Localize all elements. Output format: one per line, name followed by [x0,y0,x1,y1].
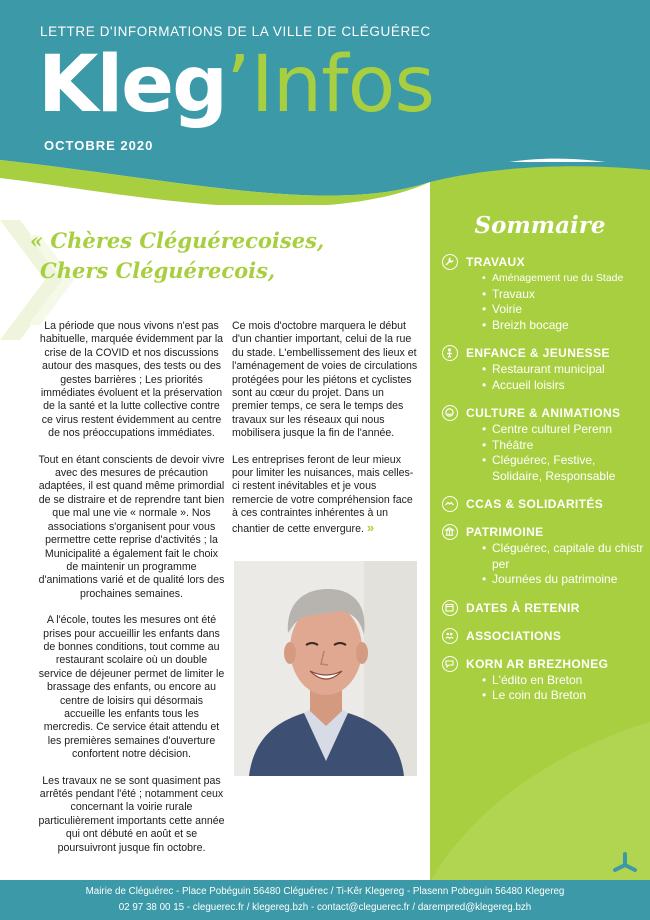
toc-title: TRAVAUX [466,255,526,269]
hands-icon [442,496,458,512]
footer-contact[interactable]: 02 97 38 00 15 - cleguerec.fr / klegereg.bzh - contact@cleguerec.fr / darempred@klegereg.bzh [118,902,532,913]
toc-item[interactable]: • Restaurant municipal [482,362,647,378]
newsletter-subtitle: LETTRE D'INFORMATIONS DE LA VILLE DE CLÉGUÉREC [40,24,431,39]
toc-title: KORN AR BREZHONEG [466,656,609,671]
logo-apostrophe: ’ [225,40,251,130]
toc-item[interactable]: • Voirie [482,302,647,318]
paragraph: Tout en étant conscients de devoir vivre avec des mesures de précaution adaptées, il est quand même primordial de se distraire et de reprendre tant bien que mal une vie « normale ». Nos associations s'organisent pour vous permettre cette reprise d'activités ; la Municipalité a également fait le choix de maintenir un programme d'animations varié et de qualité lors des prochaines semaines. [38,453,225,600]
footer-address: Mairie de Cléguérec - Place Pobéguin 56480 Cléguérec / Ti-Kêr Klegereg - Plasenn Pobeguin 56480 Klegereg [85,886,565,897]
toc-title: CULTURE & ANIMATIONS [466,406,621,420]
toc-item[interactable]: • Travaux [482,287,647,303]
article-column-2 [232,320,418,549]
toc-title: ASSOCIATIONS [466,628,562,643]
paragraph: Ce mois d'octobre marquera le début d'un chantier important, celui de la rue du stade. L'embellissement des lieux et l'aménagement de voies de circulations protégées pour les piétons et cyclistes sont au cœur du projet. Dans un premier temps, ce sera le temps des travaux sur les réseaux qui nous mobilisera jusque la fin de l'année. [232,320,418,440]
toc-section-culture[interactable] [442,405,647,484]
toc-section-ccas[interactable] [442,496,647,512]
toc-item[interactable]: • Théâtre [482,438,647,454]
paragraph: La période que nous vivons n'est pas habituelle, marquée évidemment par la crise de la COVID et nos discussions autour des masques, des tests ou des gestes barrières ; Les priorités immédiates évoluent et la préservation de la santé et la lutte collective contre ce virus restent évidemment au centre de nos préoccupations immédiates. [39,320,224,440]
toc-title: CCAS & SOLIDARITÉS [466,497,604,511]
sommaire-sidebar [430,162,650,880]
toc-section-patrimoine[interactable] [442,524,647,588]
paragraph: Les travaux ne se sont quasiment pas arrêtés pendant l'été ; notamment ceux concernant la voirie rurale particulièrement importants cette année qui ont débuté en août et se poursuivront jusque fin octobre. [38,774,225,854]
paragraph: A l'école, toutes les mesures ont été prises pour accueillir les enfants dans de bonnes conditions, tout comme au restaurant scolaire où un double service de déjeuner permet de limiter le brassage des enfants, ou encore au centre de loisirs qui désormais accueille les enfants tous les mercredis. Ce service était attendu et les premières semaines d'ouverture confortent notre décision. [38,614,225,761]
footer-bar [0,880,650,920]
toc-item[interactable]: • Journées du patrimoine [482,572,647,588]
toc-item[interactable]: • Centre culturel Perenn [482,422,647,438]
monument-icon [442,524,458,540]
wrench-icon [442,254,458,270]
toc-section-associations[interactable] [442,628,647,644]
toc-item[interactable]: • Aménagement rue du Stade [482,271,647,287]
toc-title: ENFANCE & JEUNESSE [466,346,610,360]
toc-item[interactable]: • Accueil loisirs [482,378,647,394]
intro-line-2: Chers Cléguérecois, [40,258,276,283]
flower-icon [610,852,640,878]
intro-heading [30,226,324,286]
theater-icon [442,405,458,421]
logo-kleg-text: Kleg [38,40,226,130]
logo-infos-text: Infos [250,40,434,130]
speech-icon [442,656,458,672]
calendar-icon [442,600,458,616]
toc-section-enfance[interactable] [442,345,647,393]
portrait-illustration [234,561,417,776]
article-column-1 [38,320,225,868]
toc-item[interactable]: • Breizh bocage [482,318,647,334]
toc-section-travaux[interactable] [442,254,647,333]
toc-section-dates[interactable] [442,600,647,616]
table-of-contents [442,254,647,716]
toc-title: DATES À RETENIR [466,600,580,615]
mayor-portrait-photo [234,561,417,776]
sommaire-title: Sommaire [474,212,606,239]
paragraph: Les entreprises feront de leur mieux pour limiter les nuisances, mais celles-ci restent inévitables et je vous remercie de votre compréhension face à ces contraintes inhérentes à un chantier de cette envergure. [232,453,414,535]
toc-title: PATRIMOINE [466,525,544,539]
close-quote: » [366,519,375,535]
people-icon [442,628,458,644]
intro-line-1: « Chères Cléguérecoises, [30,228,325,253]
issue-month: OCTOBRE 2020 [44,138,154,153]
child-icon [442,345,458,361]
toc-item[interactable]: • L'édito en Breton [482,673,647,689]
klegInfos-logo [38,40,434,130]
toc-item[interactable]: • Le coin du Breton [482,688,647,704]
toc-item[interactable]: • Cléguérec, Festive, Solidaire, Responsable [482,453,647,484]
toc-item[interactable]: • Cléguérec, capitale du chistr per [482,541,647,572]
